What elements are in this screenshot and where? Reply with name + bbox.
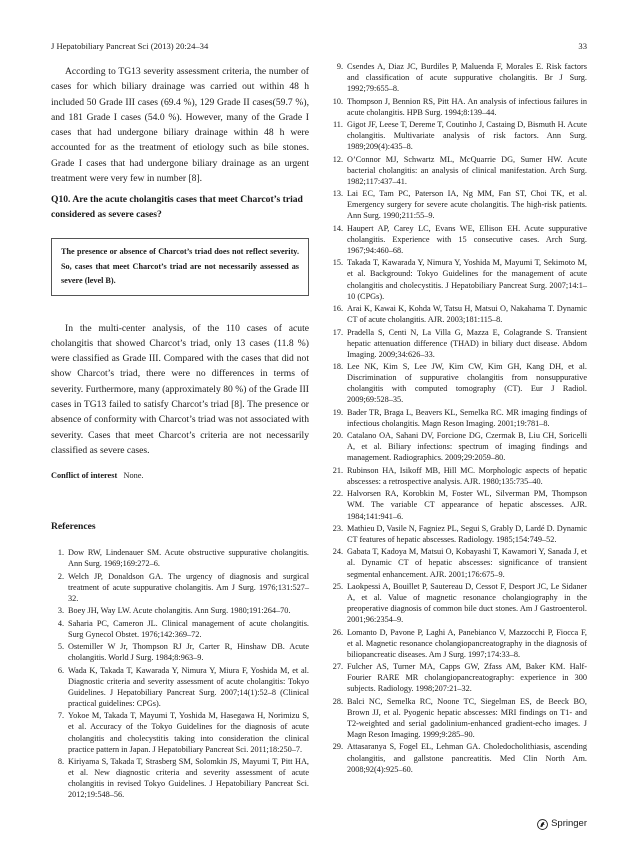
reference-item <box>51 618 309 640</box>
reference-number: 15. <box>332 258 343 268</box>
body-text-2 <box>51 321 309 459</box>
reference-item <box>330 741 587 774</box>
reference-number: 3. <box>57 606 64 616</box>
reference-item <box>330 546 587 579</box>
reference-item <box>330 61 587 94</box>
reference-item <box>51 756 309 800</box>
reference-item <box>330 188 587 221</box>
page-number: 33 <box>578 41 587 51</box>
reference-list-left <box>51 547 309 800</box>
reference-item <box>51 710 309 754</box>
reference-number: 14. <box>332 223 343 233</box>
paragraph-severity: According to TG13 severity assessment criteria, the number of cases for which biliary drainage was carried out within 48 h included 50 Grade III cases (69.4 %), 129 Grade II cases(59.7 %), and 181 Grade I cases (54.0 %). However, many of the Grade I cases that had undergone biliary drainage within 48 h were accounted for as the treatment of etiology such as bile stones. Grade I cases that had undergone biliary drainage as an urgent treatment were very few in number [8]. <box>51 66 309 185</box>
reference-text: Pradella S, Centi N, La Villa G, Mazza E, Colagrande S. Transient hepatic attenuation difference (THAD) in biliary duct disease. Abdom Imaging. 2009;34:626–33. <box>347 327 587 359</box>
reference-text: Gabata T, Kadoya M, Matsui O, Kobayashi T, Kawamori Y, Sanada J, et al. Dynamic CT of hepatic abscesses: significance of transient segmental enhancement. AJR. 2001;176:675–9. <box>347 547 587 579</box>
reference-item <box>330 303 587 325</box>
reference-text: O’Connor MJ, Schwartz ML, McQuarrie DG, Sumer HW. Acute bacterial cholangitis: an analysis of clinical manifestation. Arch Surg. 1982;117:437–41. <box>347 154 587 186</box>
reference-number: 13. <box>332 189 343 199</box>
reference-number: 23. <box>332 523 343 533</box>
reference-item <box>330 154 587 187</box>
reference-text: Takada T, Kawarada Y, Nimura Y, Yoshida M, Mayumi T, Sekimoto M, et al. Background: Tokyo Guidelines for the management of acute cholangitis and cholecystitis. J Hepatobiliary Pancreat Surg. 2007;14:1–10 (CPGs). <box>347 258 587 301</box>
reference-item <box>51 605 309 616</box>
publisher-logo <box>537 817 587 831</box>
reference-item <box>51 571 309 604</box>
paragraph-charcot: In the multi-center analysis, of the 110 cases of acute cholangitis that showed Charcot’s triad, only 13 cases (11.8 %) were classified as Grade III. Compared with the cases that did not show Charcot’s triad, there were no differences in terms of severity. Furthermore, many (approximately 80 %) of the Grade III cases in TG13 failed to satisfy Charcot’s triad [8]. The presence or absence of conformity with Charcot’s triad was not associated with severity. Cases that meet Charcot’s criteria are not necessarily classified as severe cases. <box>51 322 309 456</box>
reference-number: 4. <box>57 618 64 628</box>
reference-item <box>330 407 587 429</box>
reference-number: 24. <box>332 547 343 557</box>
reference-text: Arai K, Kawai K, Kohda W, Tatsu H, Matsui O, Nakahama T. Dynamic CT of acute cholangitis. AJR. 2003;181:115–8. <box>347 304 587 325</box>
reference-number: 17. <box>332 327 343 337</box>
reference-text: Lomanto D, Pavone P, Laghi A, Panebianco V, Mazzocchi P, Fiocca F, et al. Magnetic resonance cholangiopancreatography in the diagnosis of biliopancreatic diseases. Am J Surg. 1997;174:33–8. <box>347 627 587 659</box>
reference-text: Ostemiller W Jr, Thompson RJ Jr, Carter R, Hinshaw DB. Acute cholangitis. World J Surg. 1984;8:963–9. <box>68 642 309 663</box>
reference-number: 19. <box>332 407 343 417</box>
reference-text: Gigot JF, Leese T, Dereme T, Coutinho J, Castaing D, Bismuth H. Acute cholangitis. Multivariate analysis of risk factors. Ann Surg. 1989;209(4):435–8. <box>347 120 587 152</box>
reference-text: Boey JH, Way LW. Acute cholangitis. Ann Surg. 1980;191:264–70. <box>68 606 291 616</box>
reference-number: 5. <box>57 642 64 652</box>
reference-number: 21. <box>332 465 343 475</box>
reference-text: Welch JP, Donaldson GA. The urgency of diagnosis and surgical treatment of acute suppurative cholangitis. Am J Surg. 1976;131:527–32. <box>68 571 309 603</box>
reference-list-right <box>330 61 587 775</box>
reference-text: Bader TR, Braga L, Beavers KL, Semelka RC. MR imaging findings of infectious cholangitis. Magn Reson Imaging. 2001;19:781–8. <box>347 407 587 428</box>
reference-item <box>330 523 587 545</box>
publisher-name: Springer <box>551 818 587 829</box>
reference-number: 6. <box>57 665 64 675</box>
reference-item <box>330 581 587 625</box>
reference-item <box>330 661 587 694</box>
reference-number: 7. <box>57 711 64 721</box>
reference-item <box>330 257 587 301</box>
reference-number: 20. <box>332 431 343 441</box>
reference-text: Catalano OA, Sahani DV, Forcione DG, Czermak B, Liu CH, Soricelli A, et al. Biliary infections: spectrum of imaging findings and management. Radiographics. 2009;29:2059–80. <box>347 431 587 463</box>
reference-number: 26. <box>332 627 343 637</box>
reference-item <box>51 547 309 569</box>
reference-number: 27. <box>332 662 343 672</box>
reference-text: Balci NC, Semelka RC, Noone TC, Siegelman ES, de Beeck BO, Brown JJ, et al. Pyogenic hepatic abscesses: MRI findings on T1- and T2-weighted and serial gadolinium-enhanced gradient-echo images. J Magn Reson Imaging. 1999;9:285–90. <box>347 696 587 740</box>
reference-text: Haupert AP, Carey LC, Evans WE, Ellison EH. Acute suppurative cholangitis. Experience with 15 consecutive cases. Arch Surg. 1967;94:460–68. <box>347 223 587 255</box>
left-column <box>51 64 309 802</box>
reference-number: 10. <box>332 96 343 106</box>
conflict-of-interest <box>51 470 309 482</box>
reference-item <box>330 465 587 487</box>
reference-text: Halvorsen RA, Korobkin M, Foster WL, Silverman PM, Thompson WM. The variable CT appearance of hepatic abscesses. AJR. 1984;141:941–6. <box>347 489 587 521</box>
reference-text: Rubinson HA, Isikoff MB, Hill MC. Morphologic aspects of hepatic abscesses: a retrospective analysis. AJR. 1980;135:735–40. <box>347 465 587 486</box>
reference-item <box>330 96 587 118</box>
reference-number: 12. <box>332 154 343 164</box>
reference-number: 25. <box>332 581 343 591</box>
reference-number: 11. <box>332 120 343 130</box>
body-text-1 <box>51 64 309 186</box>
reference-text: Laokpessi A, Bouillet P, Sautereau D, Cessot F, Desport JC, Le Sidaner A, et al. Value of magnetic resonance cholangiography in the preoperative diagnosis of common bile duct stones. Am J Gastroenterol. 2001;96:2354–9. <box>347 581 587 625</box>
reference-text: Fulcher AS, Turner MA, Capps GW, Zfass AM, Baker KM. Half-Fourier RARE MR cholangiopancreatography: experience in 300 subjects. Radiology. 1998;207:21–32. <box>347 662 587 694</box>
reference-text: Mathieu D, Vasile N, Fagniez PL, Segui S, Grably D, Lardé D. Dynamic CT features of hepatic abscesses. Radiology. 1985;154:749–52. <box>347 523 587 544</box>
conflict-label: Conflict of interest <box>51 471 118 481</box>
reference-text: Thompson J, Bennion RS, Pitt HA. An analysis of infectious failures in acute cholangitis. HPB Surg. 1994;8:139–44. <box>347 96 587 117</box>
reference-number: 16. <box>332 304 343 314</box>
reference-item <box>330 327 587 360</box>
reference-item <box>330 223 587 256</box>
reference-number: 18. <box>332 362 343 372</box>
reference-text: Csendes A, Diaz JC, Burdiles P, Maluenda F, Morales E. Risk factors and classification of acute suppurative cholangitis. Br J Surg. 1992;79:655–8. <box>347 62 587 94</box>
reference-item <box>330 627 587 660</box>
reference-item <box>330 361 587 405</box>
reference-item <box>51 641 309 663</box>
reference-item <box>330 119 587 152</box>
reference-item <box>330 696 587 740</box>
reference-text: Lai EC, Tam PC, Paterson IA, Ng MM, Fan ST, Choi TK, et al. Emergency surgery for severe acute cholangitis. The high-risk patients. Ann Surg. 1990;211:55–9. <box>347 189 587 221</box>
reference-item <box>51 665 309 709</box>
reference-number: 22. <box>332 489 343 499</box>
reference-item <box>330 430 587 463</box>
question-heading: Q10. Are the acute cholangitis cases that meet Charcot’s triad considered as severe cases? <box>51 194 303 220</box>
boxed-answer: The presence or absence of Charcot’s triad does not reflect severity. So, cases that meet Charcot’s triad are not necessarily assessed as severe (level B). <box>51 238 309 295</box>
reference-number: 28. <box>332 696 343 706</box>
reference-item <box>330 488 587 521</box>
reference-text: Saharia PC, Cameron JL. Clinical management of acute cholangitis. Surg Gynecol Obstet. 1976;142:369–72. <box>68 618 309 639</box>
right-column <box>330 61 587 776</box>
reference-text: Dow RW, Lindenauer SM. Acute obstructive suppurative cholangitis. Ann Surg. 1969;169:272–6. <box>68 548 309 569</box>
reference-number: 29. <box>332 742 343 752</box>
reference-number: 9. <box>336 62 343 71</box>
running-head <box>51 40 587 52</box>
reference-number: 1. <box>57 548 64 558</box>
reference-text: Lee NK, Kim S, Lee JW, Kim CW, Kim GH, Kang DH, et al. Discrimination of suppurative cholangitis from nonsuppurative cholangitis with computed tomography (CT). Eur J Radiol. 2009;69:528–35. <box>347 362 587 405</box>
reference-number: 8. <box>57 757 64 767</box>
reference-text: Yokoe M, Takada T, Mayumi T, Yoshida M, Hasegawa H, Norimizu S, et al. Accuracy of the Tokyo Guidelines for the diagnosis of acute cholangitis and cholecystitis taking into consideration the clinical practice pattern in Japan. J Hepatobiliary Pancreat Sci. 2011;18:250–7. <box>68 711 309 754</box>
conflict-value: None. <box>123 471 144 481</box>
reference-text: Wada K, Takada T, Kawarada Y, Nimura Y, Miura F, Yoshida M, et al. Diagnostic criteria and severity assessment of acute cholangitis: Tokyo Guidelines. J Hepatobiliary Pancreat Surg. 2007;14(1):52–8 (Clinical practical guidelines: CPGs). <box>68 665 309 708</box>
reference-number: 2. <box>57 571 64 581</box>
reference-text: Attasaranya S, Fogel EL, Lehman GA. Choledocholithiasis, ascending cholangitis, and gallstone pancreatitis. Med Clin North Am. 2008;92(4):925–60. <box>347 742 587 774</box>
references-heading: References <box>51 521 96 533</box>
springer-horse-icon <box>537 819 548 830</box>
journal-citation: J Hepatobiliary Pancreat Sci (2013) 20:24–34 <box>51 41 209 51</box>
reference-text: Kiriyama S, Takada T, Strasberg SM, Solomkin JS, Mayumi T, Pitt HA, et al. New diagnostic criteria and severity assessment of acute cholangitis in revised Tokyo Guidelines. J Hepatobiliary Pancreat Sci. 2012;19:548–56. <box>68 757 309 800</box>
